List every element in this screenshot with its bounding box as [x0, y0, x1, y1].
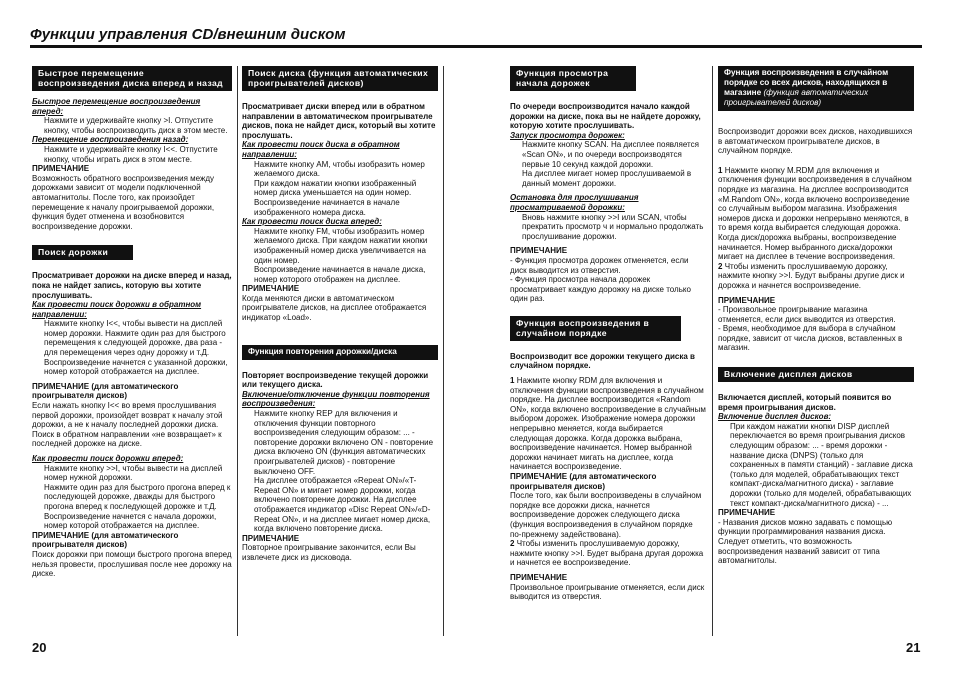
- subheading: Запуск просмотра дорожек:: [510, 130, 625, 140]
- note-text: - Функция просмотра дорожек отменяется, если диск выводится из отверстия.: [510, 255, 689, 275]
- paragraph: Нажмите кнопку AM, чтобы изобразить номер желаемого диска.: [254, 159, 425, 179]
- paragraph: Нажмите кнопку >>I, чтобы вывести на дисплей номер нужной дорожки.: [44, 463, 223, 483]
- note-text: Возможность обратного воспроизведения между дорожками зависит от модели подключенной автомагнитолы. После того, как произойдет перемещение к началу проигрываемой дорожки, функция будет отменена и возобновится воспроизведение дорожки.: [32, 173, 215, 231]
- note-title: ПРИМЕЧАНИЕ: [242, 284, 300, 294]
- note-title: ПРИМЕЧАНИЕ: [718, 295, 776, 305]
- note-title: ПРИМЕЧАНИЕ: [510, 572, 568, 582]
- paragraph: Воспроизведение начинается в начале диска, номер которого отображен на дисплее.: [254, 265, 426, 284]
- section-header-disc-display: Включение дисплея дисков: [718, 367, 914, 382]
- paragraph: Воспроизведение начнется с начала дорожки, номер которой отображается на дисплее.: [44, 511, 217, 531]
- page-number-left: 20: [32, 640, 47, 655]
- subheading: Как провести поиск дорожки в обратном направлении:: [32, 300, 202, 319]
- paragraph: Нажмите кнопку I<<, чтобы вывести на дисплей номер дорожки. Нажмите один раз для быстрого перемещения к следующей дорожке, два раза - для перемещения через одну дорожку и т.Д. Воспроизведение начнется с указанной дорожки, номер которой отображается на дисплее.: [44, 319, 228, 377]
- column-divider: [443, 66, 444, 636]
- note-title: ПРИМЕЧАНИЕ (для автоматического проигрывателя дисков): [32, 381, 179, 401]
- header-text: Функция воспроизведения в случайном порядке со всех дисков, находящихся в магазине: [724, 68, 889, 97]
- paragraph: Воспроизведение начинается в начале изображенного номера диска.: [254, 197, 400, 217]
- note-text: - Время, необходимое для выбора в случайном порядке, зависит от числа дисков, вставленных в магазин.: [718, 324, 903, 353]
- note-title: ПРИМЕЧАНИЕ: [32, 164, 90, 174]
- section-header-track-search: Поиск дорожки: [32, 245, 133, 260]
- paragraph: [718, 262, 914, 291]
- paragraph: На дисплее отображается «Repeat ON»/«T-Repeat ON» и мигает номер дорожки, когда включено повторение дорожки. На дисплее отображается индикатор «Disc Repeat ON»/«D-Repeat ON», и на дисплее мигает номер диска, когда включено повторение диска.: [254, 476, 431, 534]
- step-number: 2: [510, 539, 515, 549]
- paragraph: Нажмите кнопку REP для включения и отключения функции повторного воспроизведения следующим образом: ... - повторение дорожки включено ON - повторение диска включено ON (функция автоматических проигрывателей дисков) - повторение выключено OFF.: [254, 409, 434, 476]
- paragraph: Просматривает дорожки на диске вперед и назад, пока не найдет запись, которую вы хотите прослушивать.: [32, 271, 232, 300]
- note-text: После того, как были воспроизведены в случайном порядке все дорожки диска, начнется воспроизведение дорожек следующего диска (функция воспроизведения в случайном порядке по-прежнему задействована).: [510, 491, 702, 539]
- step-text: Нажмите кнопку RDM для включения и отключения функции воспроизведения в случайном порядке. На дисплее воспроизводится «Random ON», когда включено воспроизведение в случайным выбором дорожек. Изображение номера дорожки непрерывно меняется, когда выбирается следующая дорожка. Когда дорожка выбрана, воспроизведение начинается. Номер выбранной дорожки начинает мигать на дисплее, когда начинается воспроизведение.: [510, 376, 706, 472]
- column-divider: [712, 66, 713, 636]
- section-header-scan: Функция просмотра начала дорожек: [510, 66, 636, 91]
- note-text: Когда меняются диски в автоматическом проигрывателе дисков, на дисплее отображается индикатор «Load».: [242, 293, 427, 323]
- step-text: Чтобы изменить прослушиваемую дорожку, нажмите кнопку >>I. Будет выбрана другая дорожка и начнется ее воспроизведение.: [510, 539, 704, 568]
- section-header-repeat: Функция повторения дорожки/диска: [242, 345, 438, 360]
- subheading: Быстрое перемещение воспроизведения вперед:: [32, 97, 201, 116]
- note-title: ПРИМЕЧАНИЕ (для автоматического проигрывателя дисков): [510, 472, 657, 491]
- step-number: 1: [510, 376, 515, 386]
- paragraph: Просматривает диски вперед или в обратном направлении в автоматическом проигрывателе дисков, пока не найдет диск, который вы хотите прослушать.: [242, 102, 436, 140]
- column-2: [242, 66, 438, 563]
- header-subtext: (функция автоматических проигрывателей дисков): [724, 88, 869, 107]
- note-text: Поиск дорожки при помощи быстрого прогона вперед нельзя провести, прослушивая после нее дорожку на диске.: [32, 549, 232, 579]
- subheading: Как провести поиск дорожки вперед:: [32, 454, 184, 463]
- step-number: 2: [718, 261, 723, 271]
- section-header-magazine-random: [718, 66, 914, 111]
- step-text: Нажмите кнопку M.RDM для включения и отключения функции воспроизведения в случайном порядке из магазина. На дисплее воспроизводится «M.Random ON», когда включено воспроизведение со случайным выбором магазина. Изображения номеров диска и дорожки непрерывно меняются, в то время когда выбирается следующая дорожка. Когда диск/дорожка выбраны, воспроизведение начинается. Номер выбранного диска/дорожки мигает на дисплее в течение воспроизведения.: [718, 165, 912, 262]
- note-title: ПРИМЕЧАНИЕ (для автоматического проигрывателя дисков): [32, 530, 179, 550]
- note-text: - Названия дисков можно задавать с помощью функции программирования названия диска. Следует отметить, что возможность воспроизведения названий зависит от типа автомагнитолы.: [718, 517, 893, 566]
- paragraph: Включается дисплей, который появится во время проигрывания дисков.: [718, 393, 892, 412]
- paragraph: При каждом нажатии кнопки изображенный номер диска уменьшается на один номер.: [254, 178, 417, 198]
- step-number: 1: [718, 165, 723, 175]
- paragraph: Нажмите кнопку FM, чтобы изобразить номер желаемого диска. При каждом нажатии кнопки изображенный номер диска увеличивается на один номер.: [254, 226, 428, 265]
- note-text: Повторное проигрывание закончится, если Вы извлечете диск из дисковода.: [242, 543, 416, 562]
- paragraph: [510, 376, 706, 472]
- paragraph: Воспроизводит дорожки всех дисков, находившихся в автоматическом проигрывателе дисков, в случайном порядке.: [718, 127, 913, 156]
- note-text: - Функция просмотра начала дорожек просматривает каждую дорожку на диске только один раз.: [510, 275, 691, 304]
- note-text: Если нажать кнопку I<< во время прослушивания первой дорожки, произойдет возврат к началу этой дорожки, а не к началу последней дорожки диска. Поиск в обратном направлении «не возвращает» к последней дорожке на диске.: [32, 401, 223, 449]
- page-title: Функции управления CD/внешним диском: [30, 26, 346, 43]
- subheading: Включение дисплея дисков:: [718, 412, 832, 422]
- column-3: [510, 66, 706, 602]
- title-rule: [30, 45, 922, 48]
- note-title: ПРИМЕЧАНИЕ: [718, 508, 776, 518]
- section-header-disc-search: Поиск диска (функция автоматических проигрывателей дисков): [242, 66, 438, 91]
- paragraph: [510, 539, 706, 568]
- paragraph: Нажмите кнопку SCAN. На дисплее появляется «Scan ON», и по очереди воспроизводятся первые 10 секунд каждой дорожки.: [522, 140, 699, 169]
- note-title: ПРИМЕЧАНИЕ: [242, 533, 300, 543]
- paragraph: Воспроизводит все дорожки текущего диска в случайном порядке.: [510, 351, 695, 371]
- section-header-fast-forward: Быстрое перемещение воспроизведения диска вперед и назад: [32, 66, 232, 91]
- page-number-right: 21: [906, 640, 921, 655]
- section-header-random: Функция воспроизведения в случайном порядке: [510, 316, 681, 341]
- note-text: - Произвольное проигрывание магазина отменяется, если диск выводится из отверстия.: [718, 305, 896, 324]
- paragraph: Вновь нажмите кнопку >>I или SCAN, чтобы прекратить просмотр ч и нормально продолжать прослушивание дорожки.: [522, 212, 704, 241]
- paragraph: [718, 166, 914, 262]
- paragraph: По очереди воспроизводится начало каждой дорожки на диске, пока вы не найдете дорожку, которую хотите прослушивать.: [510, 102, 701, 131]
- subheading: Как провести поиск диска в обратном направлении:: [242, 140, 400, 159]
- subheading: Включение/отключение функции повторения воспроизведения:: [242, 389, 430, 409]
- column-divider: [237, 66, 238, 636]
- subheading: Как провести поиск диска вперед:: [242, 217, 382, 227]
- paragraph: Нажмите и удерживайте кнопку I<<. Отпустите кнопку, чтобы играть диск в этом месте.: [44, 144, 218, 164]
- column-1: [32, 66, 232, 579]
- paragraph: Нажмите один раз для быстрого прогона вперед к последующей дорожке, дважды для быстрого прогона вперед к последующей дорожке и т.Д.: [44, 482, 231, 511]
- column-4: [718, 66, 914, 566]
- note-text: Произвольное проигрывание отменяется, если диск выводится из отверстия.: [510, 582, 705, 602]
- note-title: ПРИМЕЧАНИЕ: [510, 246, 568, 256]
- subheading: Перемещение воспроизведения назад:: [32, 135, 189, 145]
- paragraph: На дисплее мигает номер прослушиваемой в данный момент дорожки.: [522, 169, 692, 188]
- paragraph: При каждом нажатии кнопки DISP дисплей переключается во время проигрывания дисков следующим образом: ... - время дорожки - название диска (DNPS) (только для сохраненных в памяти станций) - заглавие диска (только для моделей, обрабатывающих текст компакт-диска/магнитного диска) - заглавие дорожки (только для моделей, обрабатывающих текст компакт-диска/магнитного диска) - ...: [730, 421, 913, 508]
- step-text: Чтобы изменить прослушиваемую дорожку, нажмите кнопку >>I. Будут выбраны другие диск и дорожка и начнется воспроизведение.: [718, 261, 905, 290]
- subheading: Остановка для прослушивания просматриваемой дорожки:: [510, 193, 639, 212]
- paragraph: Нажмите и удерживайте кнопку >I. Отпустите кнопку, чтобы воспроизводить диск в этом месте.: [44, 116, 228, 135]
- paragraph: Повторяет воспроизведение текущей дорожки или текущего диска.: [242, 370, 429, 390]
